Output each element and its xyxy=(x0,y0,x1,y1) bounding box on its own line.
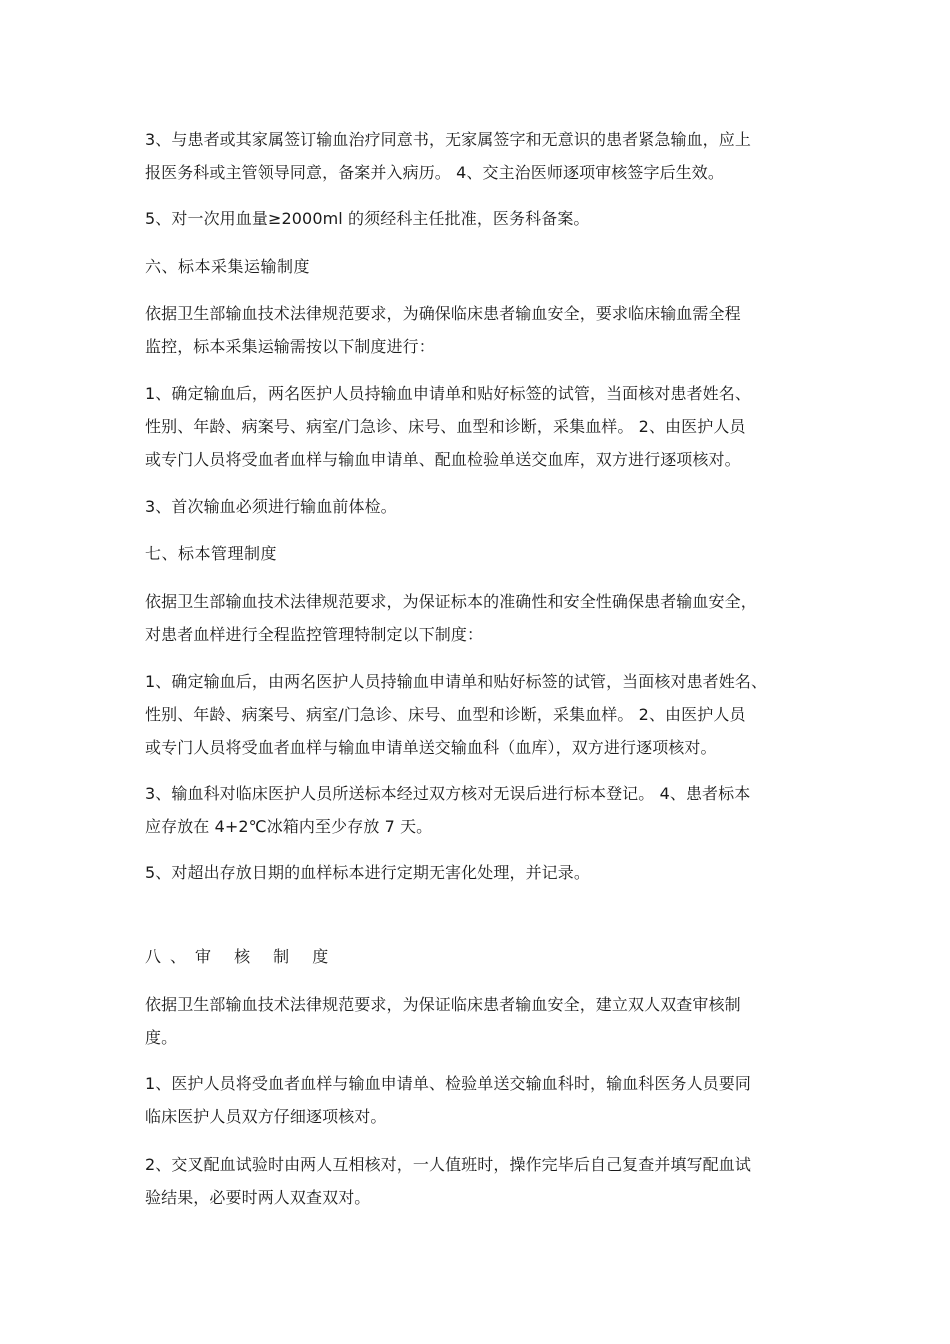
text-line: 依据卫生部输血技术法律规范要求，为保证临床患者输血安全，建立双人双查审核制 xyxy=(145,995,741,1014)
heading-text: 六、标本采集运输制度 xyxy=(145,257,311,276)
paragraph-section7-items xyxy=(145,665,815,764)
section-heading-sample-collection xyxy=(145,250,815,283)
text-line: 3、与患者或其家属签订输血治疗同意书，无家属签字和无意识的患者紧急输血，应上 xyxy=(145,130,751,149)
heading-text: 七、标本管理制度 xyxy=(145,544,278,563)
text-line: 1、确定输血后，两名医护人员持输血申请单和贴好标签的试管，当面核对患者姓名、 xyxy=(145,384,751,403)
text-line: 性别、年龄、病案号、病室/门急诊、床号、血型和诊断，采集血样。 2、由医护人员 xyxy=(145,417,746,436)
text-line: 依据卫生部输血技术法律规范要求，为保证标本的准确性和安全性确保患者输血安全， xyxy=(145,592,757,611)
paragraph-section8-intro xyxy=(145,988,815,1054)
text-line: 2、交叉配血试验时由两人互相核对，一人值班时，操作完毕后自己复查并填写配血试 xyxy=(145,1155,751,1174)
paragraph-section7-item5 xyxy=(145,856,815,889)
text-line: 验结果，必要时两人双查双对。 xyxy=(145,1188,371,1207)
heading-text: 八、审 核 制 度 xyxy=(145,947,338,966)
paragraph-section8-item1 xyxy=(145,1067,815,1133)
paragraph-section8-item2 xyxy=(145,1148,815,1214)
text-line: 5、对超出存放日期的血样标本进行定期无害化处理，并记录。 xyxy=(145,863,590,882)
text-line: 或专门人员将受血者血样与输血申请单送交输血科（血库），双方进行逐项核对。 xyxy=(145,738,717,757)
text-line: 或专门人员将受血者血样与输血申请单、配血检验单送交血库，双方进行逐项核对。 xyxy=(145,450,741,469)
text-line: 临床医护人员双方仔细逐项核对。 xyxy=(145,1107,387,1126)
text-line: 3、首次输血必须进行输血前体检。 xyxy=(145,497,397,516)
paragraph-section6-intro xyxy=(145,297,815,363)
paragraph-section6-items xyxy=(145,377,815,476)
section-heading-sample-management xyxy=(145,537,815,570)
text-line: 报医务科或主管领导同意，备案并入病历。 4、交主治医师逐项审核签字后生效。 xyxy=(145,163,724,182)
text-line: 5、对一次用血量≥2000ml 的须经科主任批准，医务科备案。 xyxy=(145,209,590,228)
paragraph-section6-item3 xyxy=(145,490,815,523)
paragraph-section7-items-3-4 xyxy=(145,777,815,843)
paragraph-section7-intro xyxy=(145,585,815,651)
text-line: 监控，标本采集运输需按以下制度进行： xyxy=(145,337,435,356)
text-line: 性别、年龄、病案号、病室/门急诊、床号、血型和诊断，采集血样。 2、由医护人员 xyxy=(145,705,746,724)
section-heading-review xyxy=(145,940,815,973)
text-line: 对患者血样进行全程监控管理特制定以下制度： xyxy=(145,625,484,644)
paragraph-consent xyxy=(145,123,815,189)
text-line: 依据卫生部输血技术法律规范要求，为确保临床患者输血安全，要求临床输血需全程 xyxy=(145,304,741,323)
text-line: 3、输血科对临床医护人员所送标本经过双方核对无误后进行标本登记。 4、患者标本 xyxy=(145,784,751,803)
text-line: 1、医护人员将受血者血样与输血申请单、检验单送交输血科时，输血科医务人员要同 xyxy=(145,1074,751,1093)
text-line: 度。 xyxy=(145,1028,178,1047)
text-line: 1、确定输血后，由两名医护人员持输血申请单和贴好标签的试管，当面核对患者姓名、 xyxy=(145,672,768,691)
text-line: 应存放在 4+2℃冰箱内至少存放 7 天。 xyxy=(145,817,433,836)
paragraph-blood-volume xyxy=(145,202,815,235)
